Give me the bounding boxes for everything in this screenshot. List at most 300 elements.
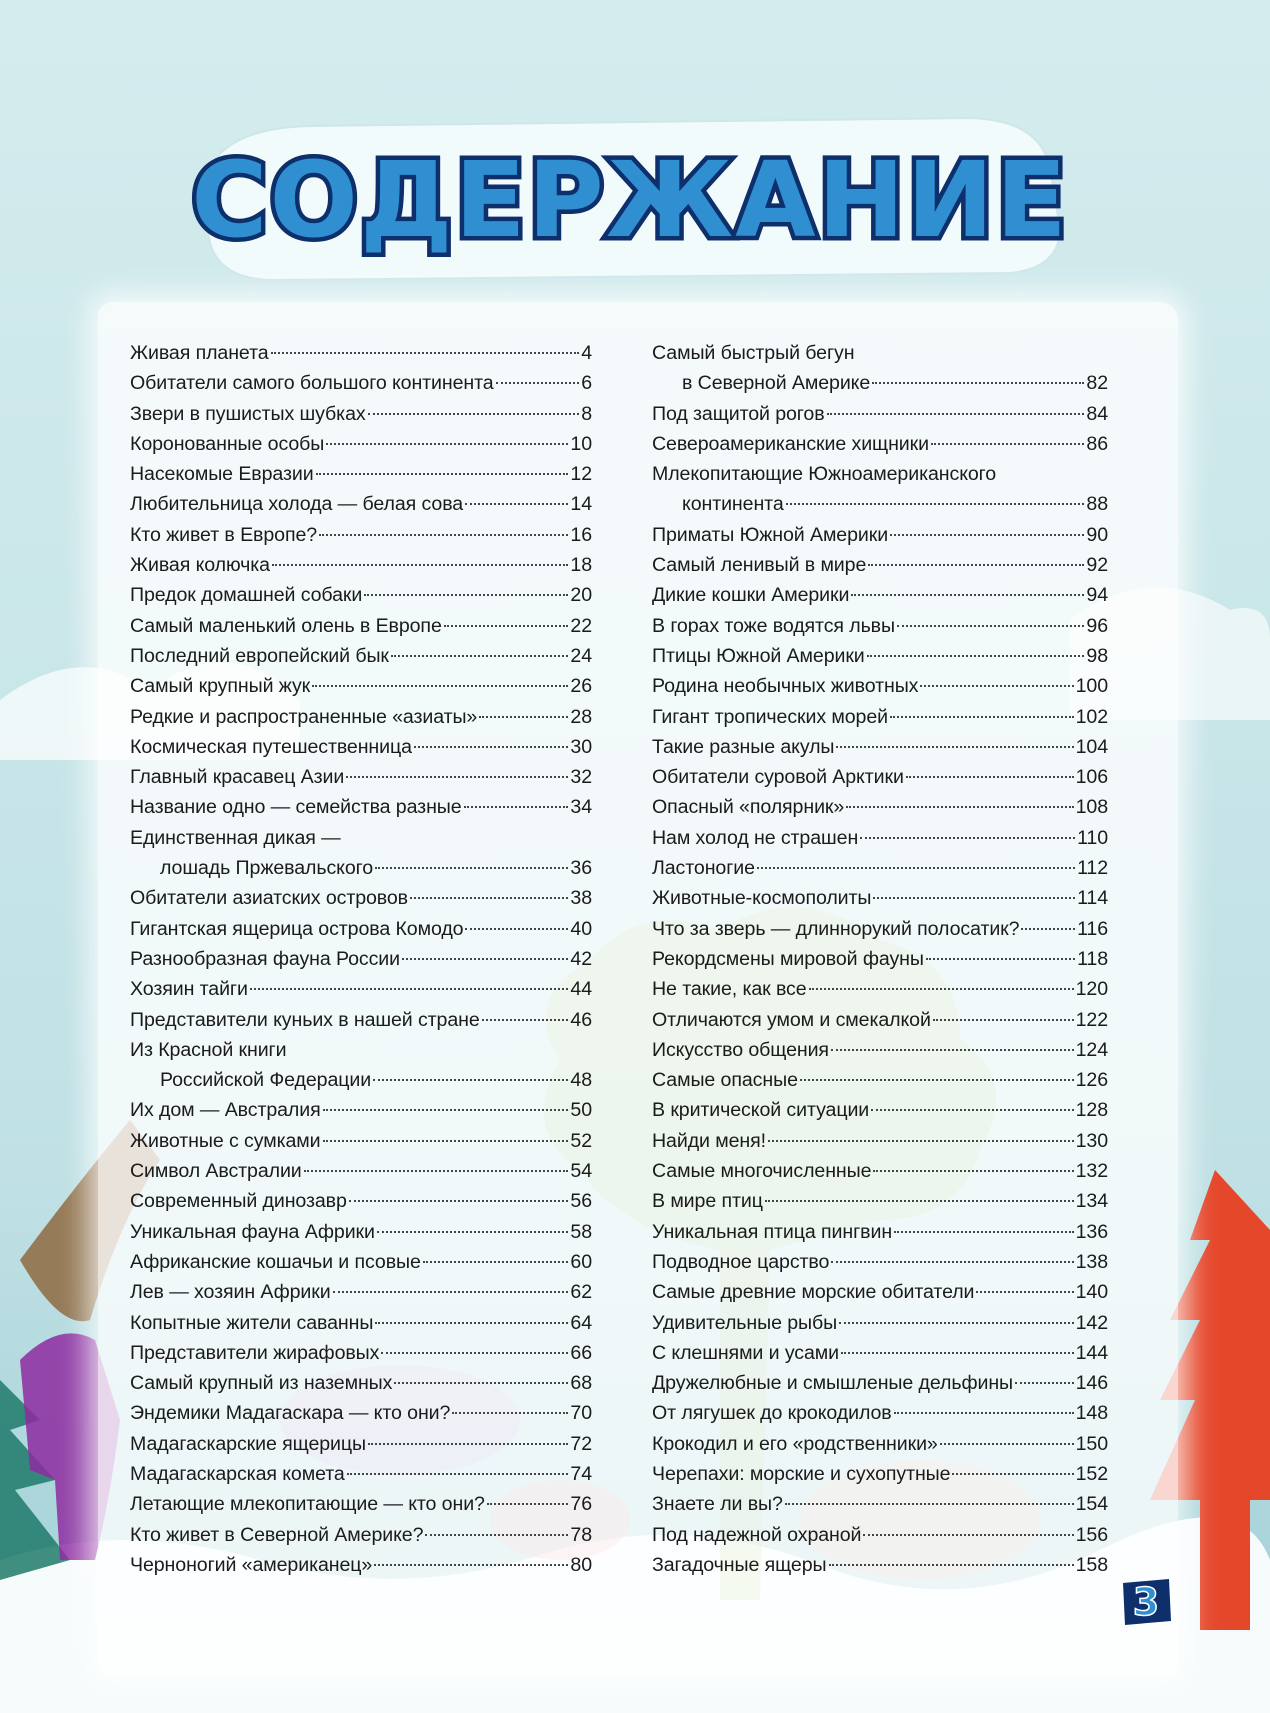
toc-entry-page: 136 (1075, 1220, 1108, 1243)
toc-leader-dots (375, 867, 568, 869)
toc-entry-title: От лягушек до крокодилов (652, 1402, 892, 1425)
toc-entry-title: Отличаются умом и смекалкой (652, 1008, 931, 1031)
toc-entry (652, 823, 1108, 853)
toc-entry (652, 489, 1108, 519)
toc-entry (130, 671, 592, 701)
toc-entry-title: Обитатели азиатских островов (130, 887, 408, 910)
toc-entry-page: 98 (1086, 644, 1108, 667)
toc-entry-page: 12 (570, 463, 592, 486)
toc-leader-dots (765, 1200, 1074, 1202)
toc-entry (130, 520, 592, 550)
toc-leader-dots (873, 897, 1075, 899)
toc-entry-page: 106 (1075, 766, 1108, 789)
title-banner (190, 108, 1070, 288)
toc-entry-page: 64 (570, 1311, 592, 1334)
toc-entry-page: 128 (1075, 1099, 1108, 1122)
toc-entry (130, 368, 592, 398)
toc-entry (130, 641, 592, 671)
toc-entry-title: Любительница холода — белая сова (130, 493, 464, 516)
toc-leader-dots (829, 1564, 1074, 1566)
toc-entry-page: 34 (570, 796, 592, 819)
toc-entry-title: Название одно — семейства разные (130, 796, 462, 819)
toc-entry-title: Последний европейский бык (130, 644, 389, 667)
toc-entry-title: Из Красной книги (130, 1038, 287, 1061)
toc-entry (652, 1277, 1108, 1307)
toc-entry (652, 1005, 1108, 1035)
toc-entry-title: Опасный «полярник» (652, 796, 845, 819)
toc-entry-title: Их дом — Австралия (130, 1099, 321, 1122)
toc-entry-page: 124 (1075, 1038, 1108, 1061)
toc-entry (130, 974, 592, 1004)
toc-leader-dots (333, 1291, 569, 1293)
toc-entry-page: 156 (1075, 1523, 1108, 1546)
toc-entry-title: Насекомые Евразии (130, 463, 314, 486)
toc-entry (130, 1338, 592, 1368)
toc-entry (130, 914, 592, 944)
toc-entry (130, 550, 592, 580)
toc-entry (652, 1217, 1108, 1247)
toc-entry-title: Самые многочисленные (652, 1160, 872, 1183)
toc-entry (652, 399, 1108, 429)
toc-entry (652, 550, 1108, 580)
toc-entry-title: Под защитой рогов (652, 402, 825, 425)
toc-entry (652, 853, 1108, 883)
toc-leader-dots (479, 716, 568, 718)
toc-entry (652, 1065, 1108, 1095)
toc-entry-title: Разнообразная фауна России (130, 947, 400, 970)
toc-entry-title: Уникальная птица пингвин (652, 1220, 893, 1243)
toc-leader-dots (831, 1049, 1074, 1051)
toc-entry-page: 88 (1086, 493, 1108, 516)
toc-leader-dots (271, 352, 580, 354)
toc-entry-page: 72 (570, 1432, 592, 1455)
toc-leader-dots (897, 625, 1084, 627)
toc-entry (652, 732, 1108, 762)
toc-entry-page: 20 (570, 584, 592, 607)
toc-entry (652, 1247, 1108, 1277)
toc-entry-page: 118 (1077, 947, 1108, 970)
page-number-badge (1117, 1575, 1175, 1629)
toc-entry-title: Самые древние морские обитатели (652, 1281, 975, 1304)
toc-leader-dots (391, 655, 568, 657)
toc-leader-dots (272, 564, 568, 566)
toc-entry-title: в Северной Америке (682, 372, 871, 395)
toc-entry-title: Североамериканские хищники (652, 432, 929, 455)
toc-entry-title: Звери в пушистых шубках (130, 402, 366, 425)
toc-entry-page: 92 (1086, 554, 1108, 577)
toc-leader-dots (346, 776, 568, 778)
toc-entry-page: 140 (1075, 1281, 1108, 1304)
toc-entry-title: Копытные жители саванны (130, 1311, 374, 1334)
page-number: 3 (1132, 1580, 1160, 1624)
toc-entry-title: Животные-космополиты (652, 887, 872, 910)
toc-entry-page: 154 (1075, 1493, 1108, 1516)
toc-leader-dots (873, 1170, 1073, 1172)
toc-entry-page: 114 (1077, 887, 1108, 910)
toc-entry-title: Удивительные рыбы (652, 1311, 838, 1334)
toc-leader-dots (867, 655, 1085, 657)
toc-entry-title: Кто живет в Северной Америке? (130, 1523, 424, 1546)
toc-leader-dots (250, 988, 569, 990)
toc-entry (130, 1398, 592, 1428)
toc-leader-dots (496, 382, 580, 384)
toc-leader-dots (377, 1231, 569, 1233)
toc-entry (130, 883, 592, 913)
toc-entry-page: 22 (570, 614, 592, 637)
toc-entry (652, 1520, 1108, 1550)
toc-entry-page: 4 (581, 342, 592, 364)
toc-entry-page: 122 (1075, 1008, 1108, 1031)
toc-entry-page: 90 (1086, 523, 1108, 546)
toc-entry-page: 38 (570, 887, 592, 910)
toc-entry-page: 46 (570, 1008, 592, 1031)
toc-leader-dots (863, 1534, 1073, 1536)
toc-entry-title: Животные с сумками (130, 1129, 321, 1152)
toc-leader-dots (423, 1261, 569, 1263)
toc-entry-title: Такие разные акулы (652, 735, 835, 758)
toc-right-column (652, 338, 1108, 1580)
toc-entry-title: Под надежной охраной (652, 1523, 862, 1546)
toc-entry (652, 1338, 1108, 1368)
toc-entry-page: 116 (1077, 917, 1108, 940)
toc-entry-page: 142 (1075, 1311, 1108, 1334)
toc-entry (130, 489, 592, 519)
toc-leader-dots (933, 1019, 1074, 1021)
toc-entry (130, 762, 592, 792)
toc-entry (130, 1277, 592, 1307)
toc-entry (652, 1429, 1108, 1459)
toc-entry-title: Самый ленивый в мире (652, 554, 867, 577)
toc-entry (130, 1520, 592, 1550)
toc-leader-dots (871, 1109, 1073, 1111)
toc-entry-page: 150 (1075, 1432, 1108, 1455)
toc-entry-page: 36 (570, 857, 592, 880)
toc-entry-page: 138 (1075, 1250, 1108, 1273)
toc-entry (652, 1156, 1108, 1186)
toc-entry (130, 1247, 592, 1277)
toc-entry (130, 1217, 592, 1247)
toc-entry-page: 26 (570, 675, 592, 698)
toc-entry-page: 108 (1075, 796, 1108, 819)
toc-entry-page: 8 (581, 402, 592, 425)
toc-entry (130, 823, 592, 853)
toc-entry (130, 1368, 592, 1398)
toc-leader-dots (381, 1352, 568, 1354)
toc-entry-page: 74 (570, 1462, 592, 1485)
toc-entry-title: Коронованные особы (130, 432, 325, 455)
toc-entry-page: 126 (1075, 1069, 1108, 1092)
toc-entry (652, 429, 1108, 459)
toc-entry-page: 44 (570, 978, 592, 1001)
toc-entry-title: Подводное царство (652, 1250, 830, 1273)
toc-entry-page: 78 (570, 1523, 592, 1546)
toc-entry-title: Дружелюбные и смышленые дельфины (652, 1372, 1014, 1395)
toc-entry-page: 52 (570, 1129, 592, 1152)
toc-entry (130, 611, 592, 641)
toc-leader-dots (785, 1503, 1074, 1505)
toc-leader-dots (465, 503, 568, 505)
toc-leader-dots (402, 958, 568, 960)
toc-entry-title: В мире птиц (652, 1190, 763, 1213)
toc-entry-title: Черепахи: морские и сухопутные (652, 1462, 951, 1485)
toc-leader-dots (809, 988, 1074, 990)
toc-entry-title: Обитатели самого большого континента (130, 372, 494, 395)
toc-leader-dots (410, 897, 568, 899)
toc-entry-title: С клешнями и усами (652, 1341, 840, 1364)
toc-entry-page: 50 (570, 1099, 592, 1122)
toc-leader-dots (786, 503, 1085, 505)
toc-entry-page: 82 (1086, 372, 1108, 395)
toc-leader-dots (926, 958, 1075, 960)
toc-entry-title: Самый маленький олень в Европе (130, 614, 442, 637)
toc-entry (130, 399, 592, 429)
toc-leader-dots (851, 594, 1084, 596)
toc-entry-page: 48 (570, 1069, 592, 1092)
toc-entry-title: Черноногий «американец» (130, 1553, 373, 1576)
toc-entry-title: Современный динозавр (130, 1190, 347, 1213)
toc-entry-title: Единственная дикая — (130, 826, 341, 849)
toc-leader-dots (841, 1352, 1074, 1354)
toc-entry-page: 56 (570, 1190, 592, 1213)
toc-entry (652, 611, 1108, 641)
toc-entry (130, 338, 592, 368)
toc-entry-page: 148 (1075, 1402, 1108, 1425)
toc-entry-page: 18 (570, 554, 592, 577)
toc-leader-dots (827, 413, 1085, 415)
toc-entry-title: Российской Федерации (160, 1069, 372, 1092)
toc-entry-title: Предок домашней собаки (130, 584, 363, 607)
toc-entry-page: 132 (1075, 1160, 1108, 1183)
toc-entry-page: 94 (1086, 584, 1108, 607)
toc-leader-dots (1015, 1382, 1074, 1384)
toc-entry (130, 1550, 592, 1580)
toc-entry (130, 1065, 592, 1095)
toc-entry-title: Приматы Южной Америки (652, 523, 889, 546)
toc-leader-dots (894, 1231, 1074, 1233)
toc-leader-dots (894, 1412, 1074, 1414)
toc-entry (652, 944, 1108, 974)
toc-left-column (130, 338, 592, 1580)
toc-entry-title: Редкие и распространенные «азиаты» (130, 705, 478, 728)
toc-entry (130, 1308, 592, 1338)
toc-entry-page: 68 (570, 1372, 592, 1395)
toc-leader-dots (890, 534, 1084, 536)
toc-entry-page: 76 (570, 1493, 592, 1516)
toc-leader-dots (846, 806, 1073, 808)
toc-entry-page: 86 (1086, 432, 1108, 455)
toc-entry-page: 110 (1077, 826, 1108, 849)
toc-entry (130, 1459, 592, 1489)
toc-entry-page: 130 (1075, 1129, 1108, 1152)
toc-entry-page: 70 (570, 1402, 592, 1425)
toc-entry-title: Самый крупный жук (130, 675, 311, 698)
toc-entry (130, 1489, 592, 1519)
toc-leader-dots (487, 1503, 569, 1505)
toc-entry (130, 1035, 592, 1065)
toc-entry-title: Живая планета (130, 342, 269, 364)
toc-entry-page: 146 (1075, 1372, 1108, 1395)
toc-leader-dots (872, 382, 1084, 384)
toc-entry (130, 702, 592, 732)
toc-entry-title: Живая колючка (130, 554, 270, 577)
toc-entry (652, 1126, 1108, 1156)
toc-entry-title: Уникальная фауна Африки (130, 1220, 375, 1243)
toc-entry-page: 152 (1075, 1462, 1108, 1485)
toc-entry-title: Представители жирафовых (130, 1341, 380, 1364)
toc-entry-title: Кто живет в Европе? (130, 523, 318, 546)
toc-entry (652, 1489, 1108, 1519)
toc-entry (652, 1368, 1108, 1398)
toc-entry-page: 80 (570, 1553, 592, 1576)
toc-entry-title: Самый быстрый бегун (652, 342, 855, 364)
toc-leader-dots (464, 806, 569, 808)
toc-entry-title: Нам холод не страшен (652, 826, 859, 849)
toc-leader-dots (768, 1140, 1074, 1142)
toc-entry-page: 24 (570, 644, 592, 667)
toc-leader-dots (836, 746, 1073, 748)
toc-entry-title: Мадагаскарские ящерицы (130, 1432, 366, 1455)
toc-entry (130, 792, 592, 822)
toc-entry-title: Представители куньих в нашей стране (130, 1008, 480, 1031)
toc-leader-dots (349, 1200, 569, 1202)
toc-entry (652, 1308, 1108, 1338)
toc-entry-title: Главный красавец Азии (130, 766, 345, 789)
toc-entry-title: Африканские кошачьи и псовые (130, 1250, 421, 1273)
toc-entry (130, 1005, 592, 1035)
toc-entry-page: 62 (570, 1281, 592, 1304)
toc-entry-title: Знаете ли вы? (652, 1493, 783, 1516)
toc-leader-dots (831, 1261, 1073, 1263)
toc-entry-page: 32 (570, 766, 592, 789)
toc-entry-title: Искусство общения (652, 1038, 829, 1061)
toc-entry-page: 42 (570, 947, 592, 970)
toc-entry-title: Гигантская ящерица острова Комодо (130, 917, 464, 940)
toc-entry-title: Эндемики Мадагаскара — кто они? (130, 1402, 451, 1425)
toc-leader-dots (312, 685, 568, 687)
toc-leader-dots (364, 594, 568, 596)
toc-entry-title: Самые опасные (652, 1069, 798, 1092)
toc-entry-page: 30 (570, 735, 592, 758)
toc-leader-dots (800, 1079, 1074, 1081)
toc-entry-page: 14 (570, 493, 592, 516)
toc-entry-page: 10 (570, 432, 592, 455)
toc-entry-title: Символ Австралии (130, 1160, 302, 1183)
toc-entry (652, 459, 1108, 489)
toc-entry-title: Птицы Южной Америки (652, 644, 865, 667)
toc-entry (652, 1186, 1108, 1216)
toc-entry-title: Загадочные ящеры (652, 1553, 827, 1576)
toc-leader-dots (1021, 928, 1075, 930)
toc-entry (652, 1095, 1108, 1125)
toc-entry (130, 429, 592, 459)
toc-entry (130, 1156, 592, 1186)
toc-entry-page: 16 (570, 523, 592, 546)
toc-entry (130, 944, 592, 974)
toc-entry (652, 1398, 1108, 1428)
toc-entry-title: Самый крупный из наземных (130, 1372, 393, 1395)
toc-entry-title: Летающие млекопитающие — кто они? (130, 1493, 485, 1516)
toc-leader-dots (452, 1412, 568, 1414)
toc-leader-dots (444, 625, 569, 627)
toc-leader-dots (976, 1291, 1073, 1293)
toc-entry (130, 732, 592, 762)
toc-entry (652, 702, 1108, 732)
toc-entry-title: Не такие, как все (652, 978, 807, 1001)
toc-entry-page: 104 (1075, 735, 1108, 758)
toc-leader-dots (482, 1019, 569, 1021)
toc-leader-dots (425, 1534, 568, 1536)
toc-entry (652, 974, 1108, 1004)
toc-entry-page: 6 (581, 372, 592, 395)
toc-entry (130, 459, 592, 489)
toc-entry-page: 58 (570, 1220, 592, 1243)
toc-leader-dots (316, 473, 569, 475)
toc-entry (652, 792, 1108, 822)
toc-leader-dots (368, 413, 580, 415)
toc-entry-title: лошадь Пржевальского (160, 857, 374, 880)
toc-leader-dots (465, 928, 568, 930)
toc-entry-title: Млекопитающие Южноамериканского (652, 463, 997, 486)
toc-leader-dots (323, 1109, 569, 1111)
toc-entry-title: Рекордсмены мировой фауны (652, 947, 924, 970)
toc-leader-dots (414, 746, 568, 748)
toc-leader-dots (931, 443, 1084, 445)
toc-entry-title: Найди меня! (652, 1129, 766, 1152)
toc-entry-page: 96 (1086, 614, 1108, 637)
toc-entry-title: Космическая путешественница (130, 735, 412, 758)
toc-entry-page: 66 (570, 1341, 592, 1364)
toc-entry (130, 1429, 592, 1459)
toc-entry (652, 762, 1108, 792)
toc-entry-title: Что за зверь — длиннорукий полосатик? (652, 917, 1020, 940)
toc-entry-page: 100 (1075, 675, 1108, 698)
toc-entry (130, 1186, 592, 1216)
toc-leader-dots (374, 1564, 568, 1566)
toc-entry (652, 1459, 1108, 1489)
toc-leader-dots (920, 685, 1073, 687)
toc-leader-dots (347, 1473, 569, 1475)
page-title: СОДЕРЖАНИЕ (191, 139, 1069, 261)
toc-entry (652, 671, 1108, 701)
toc-entry-title: В критической ситуации (652, 1099, 870, 1122)
toc-leader-dots (368, 1443, 568, 1445)
toc-leader-dots (940, 1443, 1074, 1445)
toc-leader-dots (868, 564, 1084, 566)
toc-entry (652, 641, 1108, 671)
toc-entry-title: Обитатели суровой Арктики (652, 766, 904, 789)
toc-leader-dots (323, 1140, 569, 1142)
toc-entry (652, 520, 1108, 550)
toc-entry (130, 580, 592, 610)
toc-entry-page: 158 (1075, 1553, 1108, 1576)
toc-entry-page: 120 (1075, 978, 1108, 1001)
toc-entry-title: Родина необычных животных (652, 675, 919, 698)
toc-leader-dots (757, 867, 1075, 869)
toc-entry-title: В горах тоже водятся львы (652, 614, 895, 637)
toc-entry-title: Лев — хозяин Африки (130, 1281, 331, 1304)
toc-entry-title: континента (682, 493, 784, 516)
toc-entry-page: 112 (1077, 857, 1108, 880)
toc-entry-page: 84 (1086, 402, 1108, 425)
toc-entry-title: Крокодил и его «родственники» (652, 1432, 938, 1455)
toc-leader-dots (890, 716, 1074, 718)
toc-entry (130, 1126, 592, 1156)
toc-entry-title: Ластоногие (652, 857, 755, 880)
toc-entry-title: Гигант тропических морей (652, 705, 888, 728)
toc-leader-dots (375, 1322, 568, 1324)
toc-leader-dots (906, 776, 1074, 778)
toc-entry (130, 1095, 592, 1125)
